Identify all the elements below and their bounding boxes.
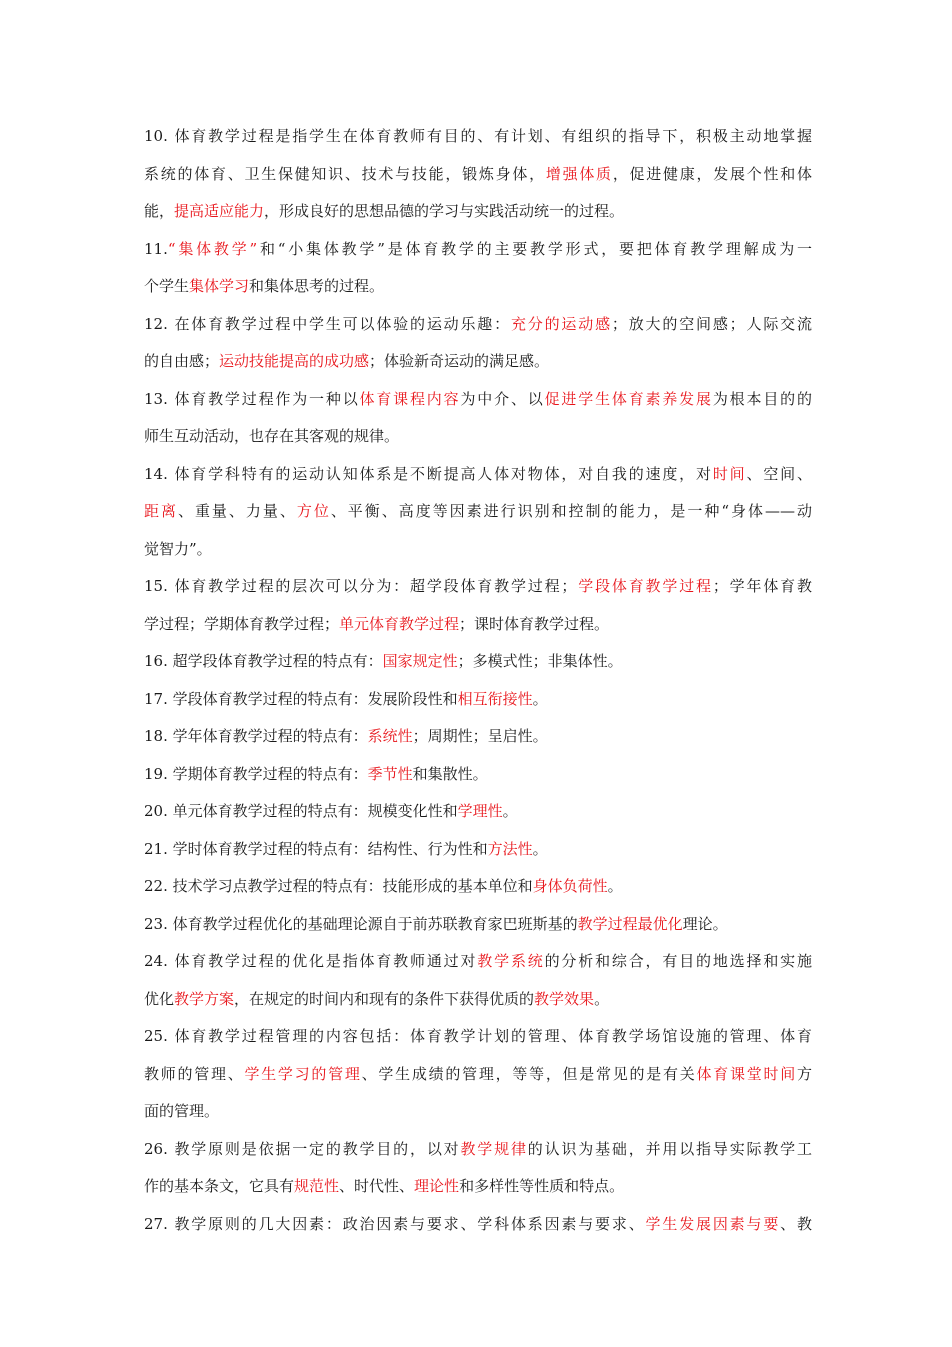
- highlighted-term: 距离: [144, 502, 178, 520]
- text-segment: 理论。: [682, 914, 728, 933]
- highlighted-term: 单元体育教学过程: [339, 614, 460, 633]
- highlighted-term: 时间: [712, 464, 747, 483]
- text-segment: 18. 学年体育教学过程的特点有：: [144, 727, 368, 745]
- highlighted-term: “集体教学”: [167, 239, 258, 258]
- text-line: [144, 1056, 812, 1094]
- highlighted-term: 体育课堂时间: [696, 1064, 797, 1083]
- text-segment: 、平衡、高度等因素进行识别和控制的能力，是一种“身体——动: [330, 502, 812, 520]
- highlighted-term: 规范性: [294, 1177, 340, 1195]
- text-segment: ；学年体育教: [712, 577, 812, 595]
- text-segment: ，促进健康，发展个性和体: [612, 164, 812, 183]
- text-line: [144, 793, 812, 831]
- text-segment: 方: [796, 1064, 812, 1083]
- text-line: [144, 456, 812, 494]
- text-segment: 、教: [780, 1214, 812, 1233]
- highlighted-term: 方位: [296, 502, 331, 520]
- text-segment: 。: [607, 877, 623, 895]
- text-segment: 22. 技术学习点教学过程的特点有：技能形成的基本单位和: [144, 877, 533, 895]
- text-segment: 、重量、力量、: [177, 502, 297, 520]
- text-segment: 11.: [144, 239, 168, 258]
- text-line: [144, 343, 812, 381]
- text-line: [144, 681, 812, 719]
- highlighted-term: 运动技能提高的成功感: [219, 352, 370, 370]
- text-line: [144, 418, 812, 456]
- text-line: [144, 268, 812, 306]
- document-body: [144, 118, 812, 1243]
- text-segment: ，在规定的时间内和现有的条件下获得优质的: [234, 989, 535, 1008]
- text-segment: 25. 体育教学过程管理的内容包括：体育教学计划的管理、体育教学场馆设施的管理、体育: [144, 1027, 812, 1045]
- text-segment: 师生互动活动，也存在其客观的规律。: [144, 427, 400, 445]
- highlighted-term: 充分的运动感: [510, 314, 612, 333]
- text-segment: 。: [594, 989, 610, 1008]
- text-line: [144, 193, 812, 231]
- text-segment: ；多模式性；非集体性。: [457, 652, 623, 670]
- text-segment: 觉智力”。: [144, 539, 212, 558]
- text-segment: 17. 学段体育教学过程的特点有：发展阶段性和: [144, 689, 458, 708]
- text-line: [144, 1018, 812, 1056]
- text-segment: 的分析和综合，有目的地选择和实施: [544, 952, 812, 970]
- text-line: [144, 868, 812, 906]
- text-segment: ；课时体育教学过程。: [459, 614, 610, 633]
- text-segment: 21. 学时体育教学过程的特点有：结构性、行为性和: [144, 839, 488, 858]
- text-line: [144, 306, 812, 344]
- text-segment: 面的管理。: [144, 1102, 220, 1120]
- text-segment: 优化: [144, 989, 175, 1008]
- text-line: [144, 1093, 812, 1131]
- text-segment: 为中介、以: [460, 389, 545, 408]
- text-segment: 和集散性。: [412, 764, 488, 783]
- highlighted-term: 集体学习: [189, 277, 250, 295]
- text-segment: 12. 在体育教学过程中学生可以体验的运动乐趣：: [144, 314, 511, 333]
- text-segment: 19. 学期体育教学过程的特点有：: [144, 764, 368, 783]
- text-segment: 27. 教学原则的几大因素：政治因素与要求、学科体系因素与要求、: [144, 1214, 646, 1233]
- highlighted-term: 提高适应能力: [174, 202, 265, 220]
- text-line: [144, 718, 812, 756]
- highlighted-term: 学生学习的管理: [244, 1064, 362, 1083]
- text-segment: 、学生成绩的管理，等等，但是常见的是有关: [361, 1064, 697, 1083]
- text-segment: 。: [532, 689, 548, 708]
- text-segment: 16. 超学段体育教学过程的特点有：: [144, 652, 383, 670]
- text-segment: 15. 体育教学过程的层次可以分为：超学段体育教学过程；: [144, 577, 577, 595]
- text-segment: 。: [502, 802, 518, 820]
- text-segment: 23. 体育教学过程优化的基础理论源自于前苏联教育家巴班斯基的: [144, 914, 578, 933]
- text-line: [144, 643, 812, 681]
- text-line: [144, 156, 812, 194]
- text-segment: 和多样性等性质和特点。: [459, 1177, 625, 1195]
- text-line: [144, 756, 812, 794]
- highlighted-term: 体育课程内容: [359, 389, 461, 408]
- text-line: [144, 493, 812, 531]
- highlighted-term: 学生发展因素与要: [645, 1214, 781, 1233]
- text-segment: 20. 单元体育教学过程的特点有：规模变化性和: [144, 802, 458, 820]
- text-segment: 作的基本条文，它具有: [144, 1177, 295, 1195]
- highlighted-term: 相互衔接性: [457, 689, 533, 708]
- highlighted-term: 国家规定性: [382, 652, 458, 670]
- text-line: [144, 231, 812, 269]
- highlighted-term: 理论性: [414, 1177, 460, 1195]
- highlighted-term: 季节性: [367, 764, 413, 783]
- text-segment: ；体验新奇运动的满足感。: [369, 352, 550, 370]
- text-line: [144, 118, 812, 156]
- text-line: [144, 981, 812, 1019]
- text-line: [144, 943, 812, 981]
- text-line: [144, 906, 812, 944]
- highlighted-term: 促进学生体育素养发展: [544, 389, 713, 408]
- text-line: [144, 1131, 812, 1169]
- highlighted-term: 教学效果: [534, 989, 595, 1008]
- text-segment: ，形成良好的思想品德的学习与实践活动统一的过程。: [264, 202, 625, 220]
- highlighted-term: 教学方案: [174, 989, 235, 1008]
- highlighted-term: 教学系统: [477, 952, 545, 970]
- text-segment: 26. 教学原则是依据一定的教学目的，以对: [144, 1139, 461, 1158]
- text-segment: 和集体思考的过程。: [249, 277, 385, 295]
- text-segment: 能，: [144, 202, 175, 220]
- text-line: [144, 831, 812, 869]
- text-line: [144, 568, 812, 606]
- highlighted-term: 增强体质: [545, 164, 613, 183]
- highlighted-term: 教学规律: [460, 1139, 528, 1158]
- text-segment: 学过程；学期体育教学过程；: [144, 614, 340, 633]
- highlighted-term: 系统性: [367, 727, 413, 745]
- text-segment: ；周期性；呈启性。: [412, 727, 548, 745]
- text-segment: 10. 体育教学过程是指学生在体育教师有目的、有计划、有组织的指导下，积极主动地掌握: [144, 127, 812, 145]
- text-segment: 、时代性、: [339, 1177, 415, 1195]
- text-segment: 个学生: [144, 277, 190, 295]
- text-line: [144, 1168, 812, 1206]
- text-segment: 、空间、: [746, 464, 812, 483]
- highlighted-term: 方法性: [487, 839, 533, 858]
- text-segment: ；放大的空间感；人际交流: [611, 314, 812, 333]
- text-segment: 24. 体育教学过程的优化是指体育教师通过对: [144, 952, 478, 970]
- text-segment: 的认识为基础，并用以指导实际教学工: [527, 1139, 812, 1158]
- text-segment: 14. 体育学科特有的运动认知体系是不断提高人体对物体，对自我的速度，对: [144, 464, 713, 483]
- highlighted-term: 身体负荷性: [532, 877, 608, 895]
- highlighted-term: 学段体育教学过程: [576, 577, 713, 595]
- text-segment: 系统的体育、卫生保健知识、技术与技能，锻炼身体，: [144, 164, 546, 183]
- text-segment: 教师的管理、: [144, 1064, 245, 1083]
- text-segment: 的自由感；: [144, 352, 220, 370]
- text-segment: 为根本目的的: [712, 389, 812, 408]
- highlighted-term: 教学过程最优化: [577, 914, 683, 933]
- text-segment: 13. 体育教学过程作为一种以: [144, 389, 360, 408]
- text-line: [144, 381, 812, 419]
- text-line: [144, 1206, 812, 1244]
- text-line: [144, 606, 812, 644]
- text-segment: 。: [532, 839, 548, 858]
- text-segment: 和“小集体教学”是体育教学的主要教学形式，要把体育教学理解成为一: [257, 239, 812, 258]
- highlighted-term: 学理性: [457, 802, 503, 820]
- text-line: [144, 531, 812, 569]
